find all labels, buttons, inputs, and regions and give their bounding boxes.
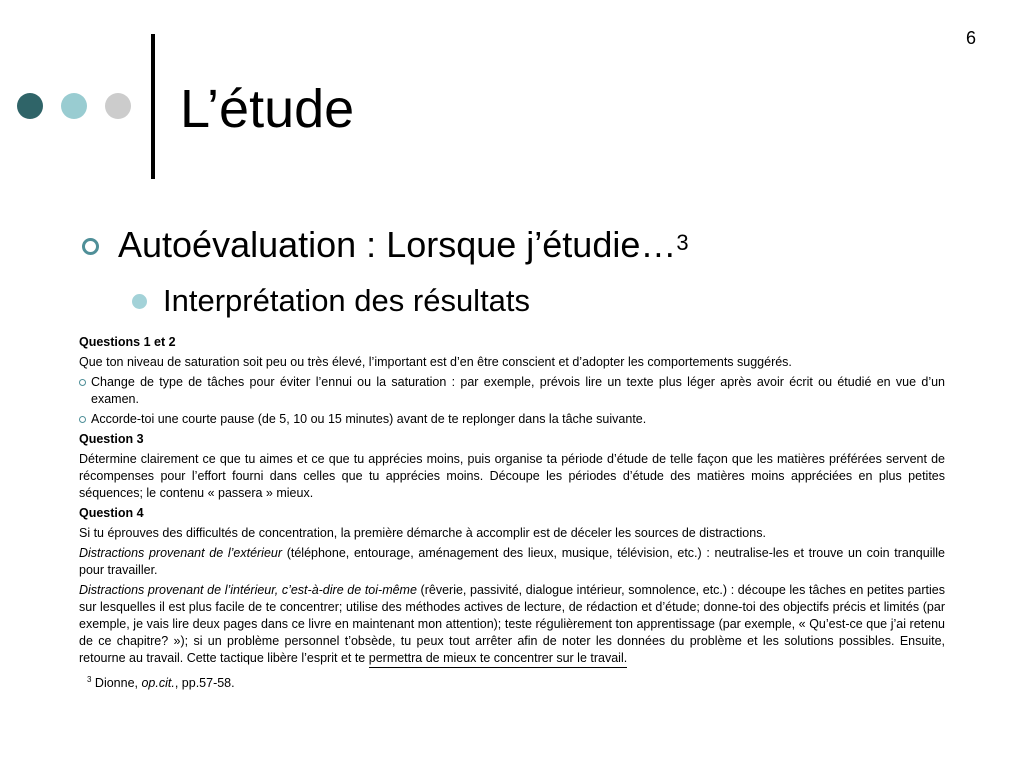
section-title: Question 3 [79, 432, 144, 446]
list-item [79, 374, 945, 408]
slide-title: L’étude [180, 79, 355, 139]
ring-bullet-icon [82, 238, 99, 255]
footnote [79, 671, 945, 692]
paragraph [79, 582, 945, 668]
footnote-italic: op.cit. [141, 676, 175, 691]
main-bullet-text [118, 222, 689, 268]
italic-phrase: Distractions provenant de l’intérieur, c’est-à-dire de toi-même [79, 583, 417, 597]
paragraph-text: (rêverie, passivité, dialogue intérieur, somnolence, etc.) : découpe les tâches en petites parties sur lesquelles il est plus facile de te concentrer; utilise des méthodes actives de lecture, de rédaction et d’étude; donne-toi des objectifs précis et limités (par exemple, je vais lire deux pages dans ce livre en maintenant mon attention); teste régulièrement ton apprentissage (par exemple, « Qu’est-ce que j’ai retenu de ce chapitre? »); si un problème personnel t’obsède, tu peux tout arrêter afin de noter les données du problème et les solutions possibles. Ensuite, retourne au travail. Cette tactique libère l’esprit et te [79, 583, 945, 665]
dot-gray [105, 93, 131, 119]
slide-number: 6 [966, 28, 977, 48]
paragraph: Détermine clairement ce que tu aimes et ce que tu apprécies moins, puis organise ta période d’étude de telle façon que les matières préférées servent de récompenses pour l’effort fourni dans celles que tu apprécies moins. Découpe les périodes d’étude des matières moins appréciées en plus petites séquences; le contenu « passera » mieux. [79, 452, 945, 500]
italic-phrase: Distractions provenant de l’extérieur [79, 546, 283, 560]
footnote-ref: 3 [676, 230, 689, 255]
paragraph-text: (téléphone, entourage, aménagement des lieux, musique, télévision, etc.) : neutralise-les et trouve un coin tranquille pour travailler. [79, 546, 945, 577]
body-text [79, 334, 945, 695]
heading-text: Autoévaluation : Lorsque j’étudie… [118, 224, 677, 265]
paragraph: Que ton niveau de saturation soit peu ou très élevé, l’important est d’en être conscient et d’adopter les comportements suggérés. [79, 355, 792, 369]
paragraph: Si tu éprouves des difficultés de concentration, la première démarche à accomplir est de déceler les sources de distractions. [79, 526, 766, 540]
title-divider [151, 34, 155, 179]
section-title: Question 4 [79, 506, 144, 520]
section-title: Questions 1 et 2 [79, 335, 176, 349]
footnote-pages: , pp.57-58. [174, 676, 235, 691]
list-item-text: Change de type de tâches pour éviter l’ennui ou la saturation : par exemple, prévois lire un texte plus léger après avoir écrit ou étudié en vue d’un examen. [91, 375, 945, 406]
list-item-text: Accorde-toi une courte pause (de 5, 10 ou 15 minutes) avant de te replonger dans la tâche suivante. [91, 412, 647, 426]
ring-bullet-icon [79, 379, 86, 386]
dot-light-teal [61, 93, 87, 119]
dot-dark [17, 93, 43, 119]
dot-bullet-icon [132, 294, 147, 309]
ring-bullet-icon [79, 416, 86, 423]
footnote-author: Dionne, [91, 676, 142, 691]
list-item [79, 411, 945, 428]
paragraph [79, 545, 945, 579]
footnote-mark: 3 [87, 675, 92, 684]
sub-bullet-text: Interprétation des résultats [163, 283, 531, 318]
underlined-text: permettra de mieux te concentrer sur le travail. [369, 650, 627, 668]
